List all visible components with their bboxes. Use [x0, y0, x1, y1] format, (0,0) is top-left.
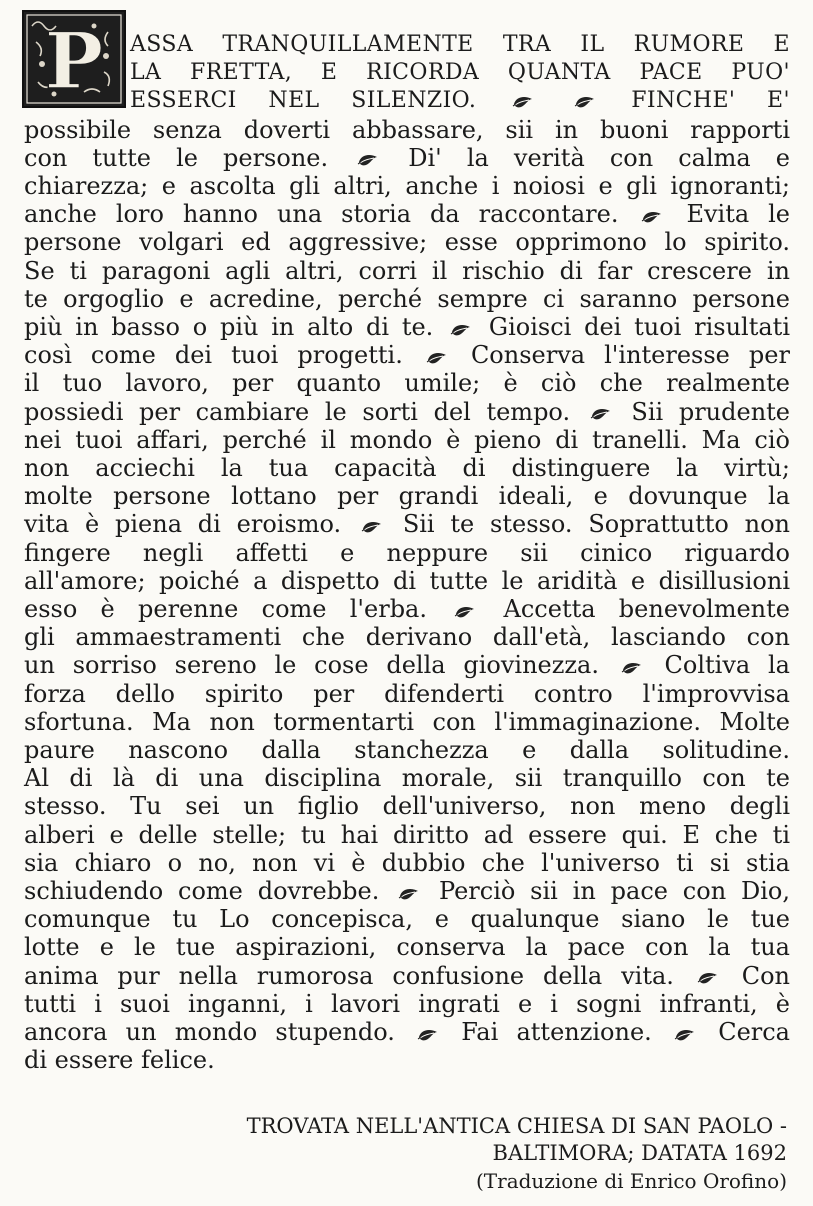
text-line	[24, 397, 790, 427]
leaf-ornament-icon	[621, 659, 643, 675]
leaf-ornament-icon	[357, 151, 379, 167]
text-segment: Fai attenzione.	[461, 1018, 652, 1046]
text-segment: possiedi per cambiare le sorti del tempo.	[24, 397, 571, 426]
text-segment: sfortuna. Ma non tormentarti con l'immaginazione. Molte	[24, 707, 790, 736]
text-line	[24, 791, 790, 821]
text-segment: Di' la verità con calma e	[408, 143, 790, 172]
text-line	[24, 848, 790, 878]
text-segment: Sii te stesso. Soprattutto non	[402, 510, 790, 539]
text-segment: fingere negli affetti e neppure sii cinico riguardo	[24, 538, 790, 567]
text-segment: ASSA TRANQUILLAMENTE TRA IL RUMORE E	[130, 32, 790, 57]
text-segment: vita è piena di eroismo.	[24, 510, 342, 539]
text-line	[24, 1045, 790, 1075]
text-segment: Se ti paragoni agli altri, corri il rischio di far crescere in	[24, 256, 790, 285]
text-line	[130, 58, 790, 88]
text-line	[24, 509, 790, 539]
text-segment: Cerca	[718, 1018, 790, 1046]
text-segment: LA FRETTA, E RICORDA QUANTA PACE PUO'	[130, 60, 790, 86]
dropcap-letter-p: P	[44, 16, 104, 106]
leaf-ornament-icon	[454, 603, 476, 619]
attribution-line-2: BALTIMORA; DATATA 1692	[492, 1141, 787, 1165]
leaf-ornament-icon	[574, 93, 596, 109]
text-line	[130, 30, 790, 60]
leaf-ornament-icon	[398, 885, 420, 901]
text-segment: Con	[741, 961, 790, 990]
text-segment: comunque tu Lo concepisca, e qualunque siano le tue	[24, 905, 790, 934]
text-line	[24, 707, 790, 737]
text-line	[24, 199, 790, 229]
text-segment: ancora un mondo stupendo.	[24, 1018, 395, 1046]
text-segment: gli ammaestramenti che derivano dall'età, lasciando con	[24, 623, 790, 652]
leaf-ornament-icon	[450, 321, 472, 337]
text-line	[24, 904, 790, 934]
leaf-ornament-icon	[590, 405, 612, 421]
leaf-ornament-icon	[417, 1026, 439, 1042]
text-line	[24, 368, 790, 398]
text-line	[24, 932, 790, 962]
text-segment: stesso. Tu sei un figlio dell'universo, non meno degli	[24, 792, 790, 821]
text-line	[24, 989, 790, 1019]
text-segment: Evita le	[686, 200, 790, 229]
text-segment: te orgoglio e acredine, perché sempre ci saranno persone	[24, 284, 790, 313]
text-segment: esso è perenne come l'erba.	[24, 595, 427, 623]
text-line	[24, 763, 790, 793]
text-line	[24, 1017, 790, 1047]
text-segment: così come dei tuoi progetti.	[24, 341, 403, 370]
text-line	[24, 143, 790, 173]
text-segment: il tuo lavoro, per quanto umile; è ciò che realmente	[24, 369, 790, 398]
text-segment: nei tuoi affari, perché il mondo è pieno di tranelli. Ma ciò	[24, 425, 790, 454]
text-line	[24, 453, 790, 483]
text-line	[24, 481, 790, 511]
text-segment: più in basso o più in alto di te.	[24, 313, 434, 341]
text-segment: all'amore; poiché a dispetto di tutte le aridità e disillusioni	[24, 566, 790, 595]
text-segment: Sii prudente	[631, 397, 791, 426]
leaf-ornament-icon	[697, 969, 719, 985]
text-segment: sia chiaro o no, non vi è dubbio che l'universo ti si stia	[24, 848, 790, 877]
text-segment: Al di là di una disciplina morale, sii tranquillo con te	[24, 764, 790, 793]
text-line	[24, 622, 790, 652]
text-segment: Gioisci dei tuoi risultati	[488, 313, 790, 341]
text-segment: persone volgari ed aggressive; esse opprimono lo spirito.	[24, 228, 790, 257]
text-segment: di essere felice.	[24, 1046, 215, 1075]
text-segment: FINCHE' E'	[631, 88, 790, 114]
text-segment: anche loro hanno una storia da raccontare.	[24, 200, 619, 229]
text-segment: schiudendo come dovrebbe.	[24, 877, 380, 905]
text-segment: possibile senza doverti abbassare, sii in buoni rapporti	[24, 115, 790, 144]
text-line	[24, 340, 790, 370]
text-line	[24, 820, 790, 850]
text-segment: molte persone lottano per grandi ideali, e dovunque la	[24, 482, 790, 511]
text-line	[24, 227, 790, 257]
leaf-ornament-icon	[361, 518, 383, 534]
text-line	[130, 86, 790, 116]
text-line	[24, 735, 790, 765]
text-line	[24, 876, 790, 906]
text-segment: un sorriso sereno le cose della giovinezza.	[24, 651, 599, 680]
text-line	[24, 171, 790, 201]
text-segment: Perciò sii in pace con Dio,	[439, 877, 790, 905]
text-line	[24, 256, 790, 286]
text-segment: non acciechi la tua capacità di distinguere la virtù;	[24, 454, 790, 482]
text-segment: Conserva l'interesse per	[470, 341, 790, 370]
text-line	[24, 961, 790, 991]
translator-credit: (Traduzione di Enrico Orofino)	[475, 1169, 787, 1193]
text-line	[24, 538, 790, 568]
text-segment: alberi e delle stelle; tu hai diritto ad essere qui. E che ti	[24, 820, 790, 849]
text-line	[24, 115, 790, 145]
attribution-line-1: TROVATA NELL'ANTICA CHIESA DI SAN PAOLO -	[246, 1114, 787, 1138]
text-segment: Coltiva la	[664, 651, 790, 680]
text-segment: chiarezza; e ascolta gli altri, anche i noiosi e gli ignoranti;	[24, 172, 790, 200]
text-line	[24, 425, 790, 455]
text-segment: paure nascono dalla stanchezza e dalla solitudine.	[24, 736, 790, 764]
text-segment: anima pur nella rumorosa confusione della vita.	[24, 961, 674, 990]
text-segment: forza dello spirito per difenderti contro l'improvvisa	[24, 679, 790, 708]
dropcap-ornament-icon	[24, 12, 124, 106]
text-segment: tutti i suoi inganni, i lavori ingrati e i sogni infranti, è	[24, 989, 790, 1018]
text-line	[24, 650, 790, 680]
text-line	[24, 312, 790, 342]
leaf-ornament-icon	[512, 93, 534, 109]
leaf-ornament-icon	[641, 208, 663, 224]
text-line	[24, 594, 790, 624]
leaf-ornament-icon	[674, 1026, 696, 1042]
text-segment: con tutte le persone.	[24, 143, 329, 172]
leaf-ornament-icon	[426, 349, 448, 365]
text-line	[24, 566, 790, 596]
text-line	[24, 284, 790, 314]
text-segment: ESSERCI NEL SILENZIO.	[130, 88, 477, 114]
text-line	[24, 679, 790, 709]
text-segment: Accetta benevolmente	[503, 595, 790, 623]
dropcap-illuminated-letter	[22, 10, 126, 108]
text-segment: lotte e le tue aspirazioni, conserva la pace con la tua	[24, 933, 790, 962]
